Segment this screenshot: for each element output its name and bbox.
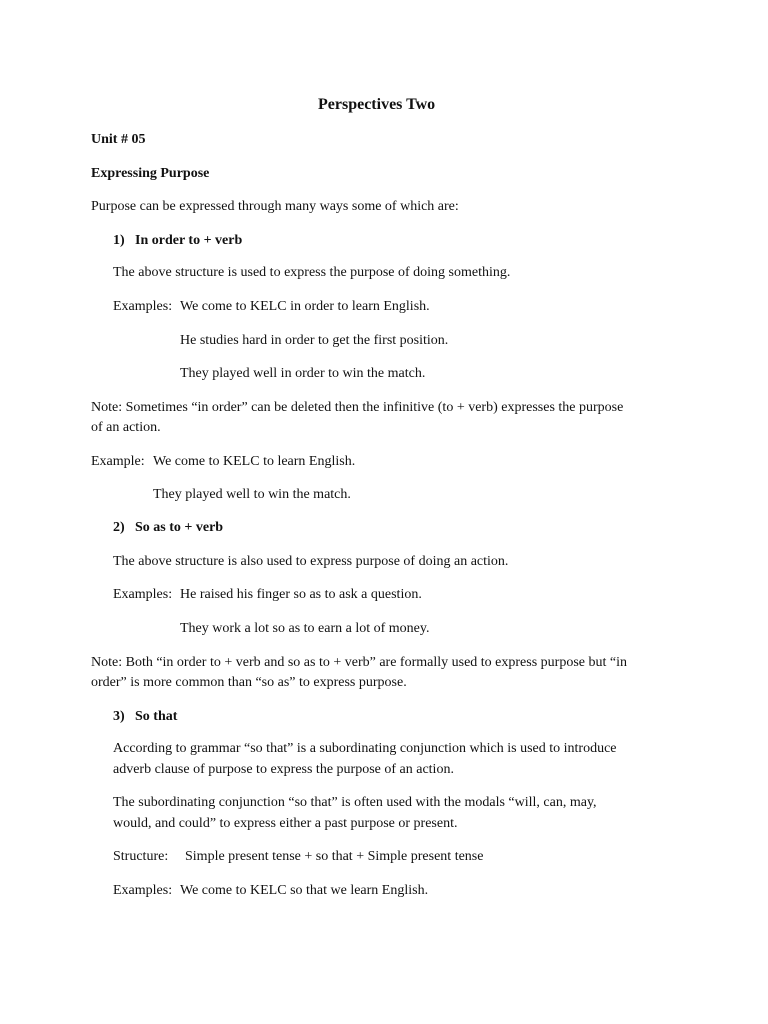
note-2-line-1: Note: Both “in order to + verb and so as to + verb” are formally used to express purpose but “in [91, 655, 627, 670]
item-description-2: The above structure is also used to express purpose of doing an action. [113, 554, 509, 569]
section-heading: Expressing Purpose [91, 166, 210, 181]
item-number-3: 3) [113, 709, 125, 724]
examples-label-1: Examples: [113, 299, 173, 314]
item-heading-2: So as to + verb [135, 520, 224, 535]
note-1-line-2: of an action. [91, 420, 161, 435]
structure-text: Simple present tense + so that + Simple present tense [185, 849, 484, 864]
item-heading-1: In order to + verb [135, 233, 243, 248]
example-3-1: We come to KELC so that we learn English. [180, 883, 429, 898]
item-number-1: 1) [113, 233, 125, 248]
note-2-line-2: order” is more common than “so as” to express purpose. [91, 675, 407, 690]
structure-label: Structure: [113, 849, 169, 864]
item-description-1: The above structure is used to express the purpose of doing something. [113, 265, 511, 280]
intro-text: Purpose can be expressed through many ways some of which are: [91, 199, 459, 214]
extra-example-1-2: They played well to win the match. [153, 487, 351, 502]
para-3-1-line-1: According to grammar “so that” is a subordinating conjunction which is used to introduce [113, 741, 617, 756]
example-1-3: They played well in order to win the match. [180, 366, 426, 381]
item-heading-3: So that [135, 709, 178, 724]
note-1-line-1: Note: Sometimes “in order” can be deleted then the infinitive (to + verb) expresses the purpose [91, 400, 624, 415]
unit-label: Unit # 05 [91, 132, 146, 147]
examples-label-3: Examples: [113, 883, 173, 898]
examples-label-2: Examples: [113, 587, 173, 602]
para-3-2-line-1: The subordinating conjunction “so that” is often used with the modals “will, can, may, [113, 795, 597, 810]
example-1-1: We come to KELC in order to learn English. [180, 299, 430, 314]
example-2-2: They work a lot so as to earn a lot of money. [180, 621, 430, 636]
example-2-1: He raised his finger so as to ask a question. [180, 587, 422, 602]
item-number-2: 2) [113, 520, 125, 535]
example-label-1: Example: [91, 454, 145, 469]
page-title: Perspectives Two [318, 96, 436, 113]
example-1-2: He studies hard in order to get the first position. [180, 333, 449, 348]
extra-example-1-1: We come to KELC to learn English. [153, 454, 356, 469]
para-3-1-line-2: adverb clause of purpose to express the purpose of an action. [113, 762, 454, 777]
para-3-2-line-2: would, and could” to express either a past purpose or present. [113, 816, 458, 831]
